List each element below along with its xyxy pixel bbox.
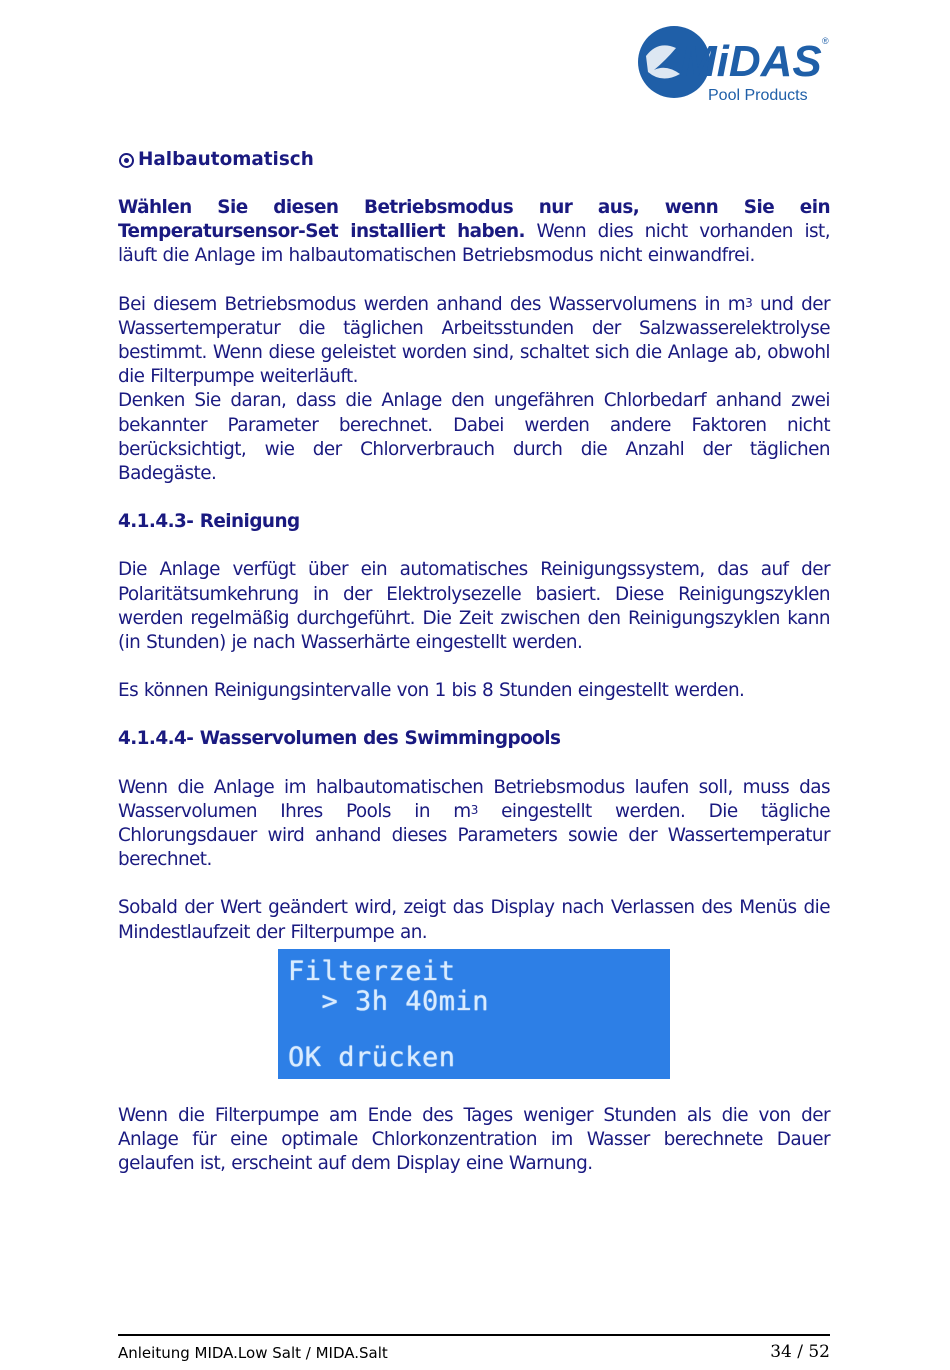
paragraph-halb-1-bold: Wählen Sie diesen Betriebsmodus nur aus, wenn Sie ein Temperatursensor-Set installiert haben. (118, 197, 830, 243)
logo-registered-mark: ® (822, 36, 829, 46)
paragraph-halb-1-rest: Wenn dies nicht vorhanden ist, läuft die Anlage im halbautomatischen Betriebsmodus nicht einwandfrei. (118, 221, 830, 267)
footer-divider (118, 1334, 830, 1336)
paragraph-reinigung-1: Die Anlage verfügt über ein automatisches Reinigungssystem, das auf der Polaritätsumkehrung in der Elektrolysezelle basiert. Diese Reinigungszyklen werden regelmäßig durchgeführt. Die Zeit zwischen den Reinigungszyklen kann (in Stunden) je nach Wasserhärte eingestellt werden. (118, 559, 830, 654)
paragraph-volumen-1 (118, 776, 830, 873)
paragraph-volumen-2: Sobald der Wert geändert wird, zeigt das Display nach Verlassen des Menüs die Mindestlaufzeit der Filterpumpe an. (118, 897, 830, 943)
paragraph-reinigung-2: Es können Reinigungsintervalle von 1 bis 8 Stunden eingestellt werden. (118, 680, 745, 702)
lcd-line-3: OK drücken (288, 1042, 456, 1073)
paragraph-halb-2-a: Bei diesem Betriebsmodus werden anhand des Wasservolumens in m (118, 293, 746, 315)
paragraph-halb-3: Denken Sie daran, dass die Anlage den ungefähren Chlorbedarf anhand zwei bekannter Parameter berechnet. Dabei werden andere Faktoren nicht berücksichtigt, wie der Chlorverbrauch durch die Anzahl der täglichen Badegäste. (118, 390, 830, 485)
footer-page-number: 34 / 52 (770, 1342, 830, 1362)
section-title-halbautomatisch (118, 148, 830, 172)
superscript-3: 3 (745, 295, 753, 310)
paragraph-volumen-1-a: Wenn die Anlage im halbautomatischen Betriebsmodus laufen soll, muss das Wasservolumen Ihres Pools in m (118, 776, 830, 822)
lcd-line-1: Filterzeit (288, 956, 456, 987)
paragraph-volumen-3: Wenn die Filterpumpe am Ende des Tages weniger Stunden als die von der Anlage für eine optimale Chlorkonzentration im Wasser berechnete Dauer gelaufen ist, erscheint auf dem Display eine Warnung. (118, 1105, 830, 1175)
midas-logo-icon (636, 26, 832, 106)
superscript-3: 3 (470, 802, 478, 817)
footer-document-title: Anleitung MIDA.Low Salt / MIDA.Salt (118, 1344, 388, 1362)
lcd-line-2: > 3h 40min (288, 986, 490, 1017)
midas-logo (636, 26, 832, 106)
radio-selected-icon (119, 153, 134, 168)
heading-reinigung: 4.1.4.3- Reinigung (118, 511, 300, 533)
logo-brand-text: MiDAS (680, 37, 822, 86)
paragraph-volumen-1-b: eingestellt werden. Die tägliche Chlorungsdauer wird anhand dieses Parameters sowie der Wassertemperatur berechnet. (118, 800, 830, 871)
paragraph-halb-2-b: und der Wassertemperatur die täglichen Arbeitsstunden der Salzwasserelektrolyse bestimmt. Wenn diese geleistet worden sind, schaltet sich die Anlage ab, obwohl die Filterpumpe weiterläuft. (118, 293, 830, 388)
paragraph-halb-2 (118, 293, 830, 390)
lcd-display-image (278, 949, 670, 1079)
paragraph-halb-1 (118, 196, 830, 269)
logo-subtitle: Pool Products (708, 87, 808, 104)
heading-wasservolumen: 4.1.4.4- Wasservolumen des Swimmingpools (118, 728, 561, 750)
section-title-text: Halbautomatisch (138, 149, 314, 170)
